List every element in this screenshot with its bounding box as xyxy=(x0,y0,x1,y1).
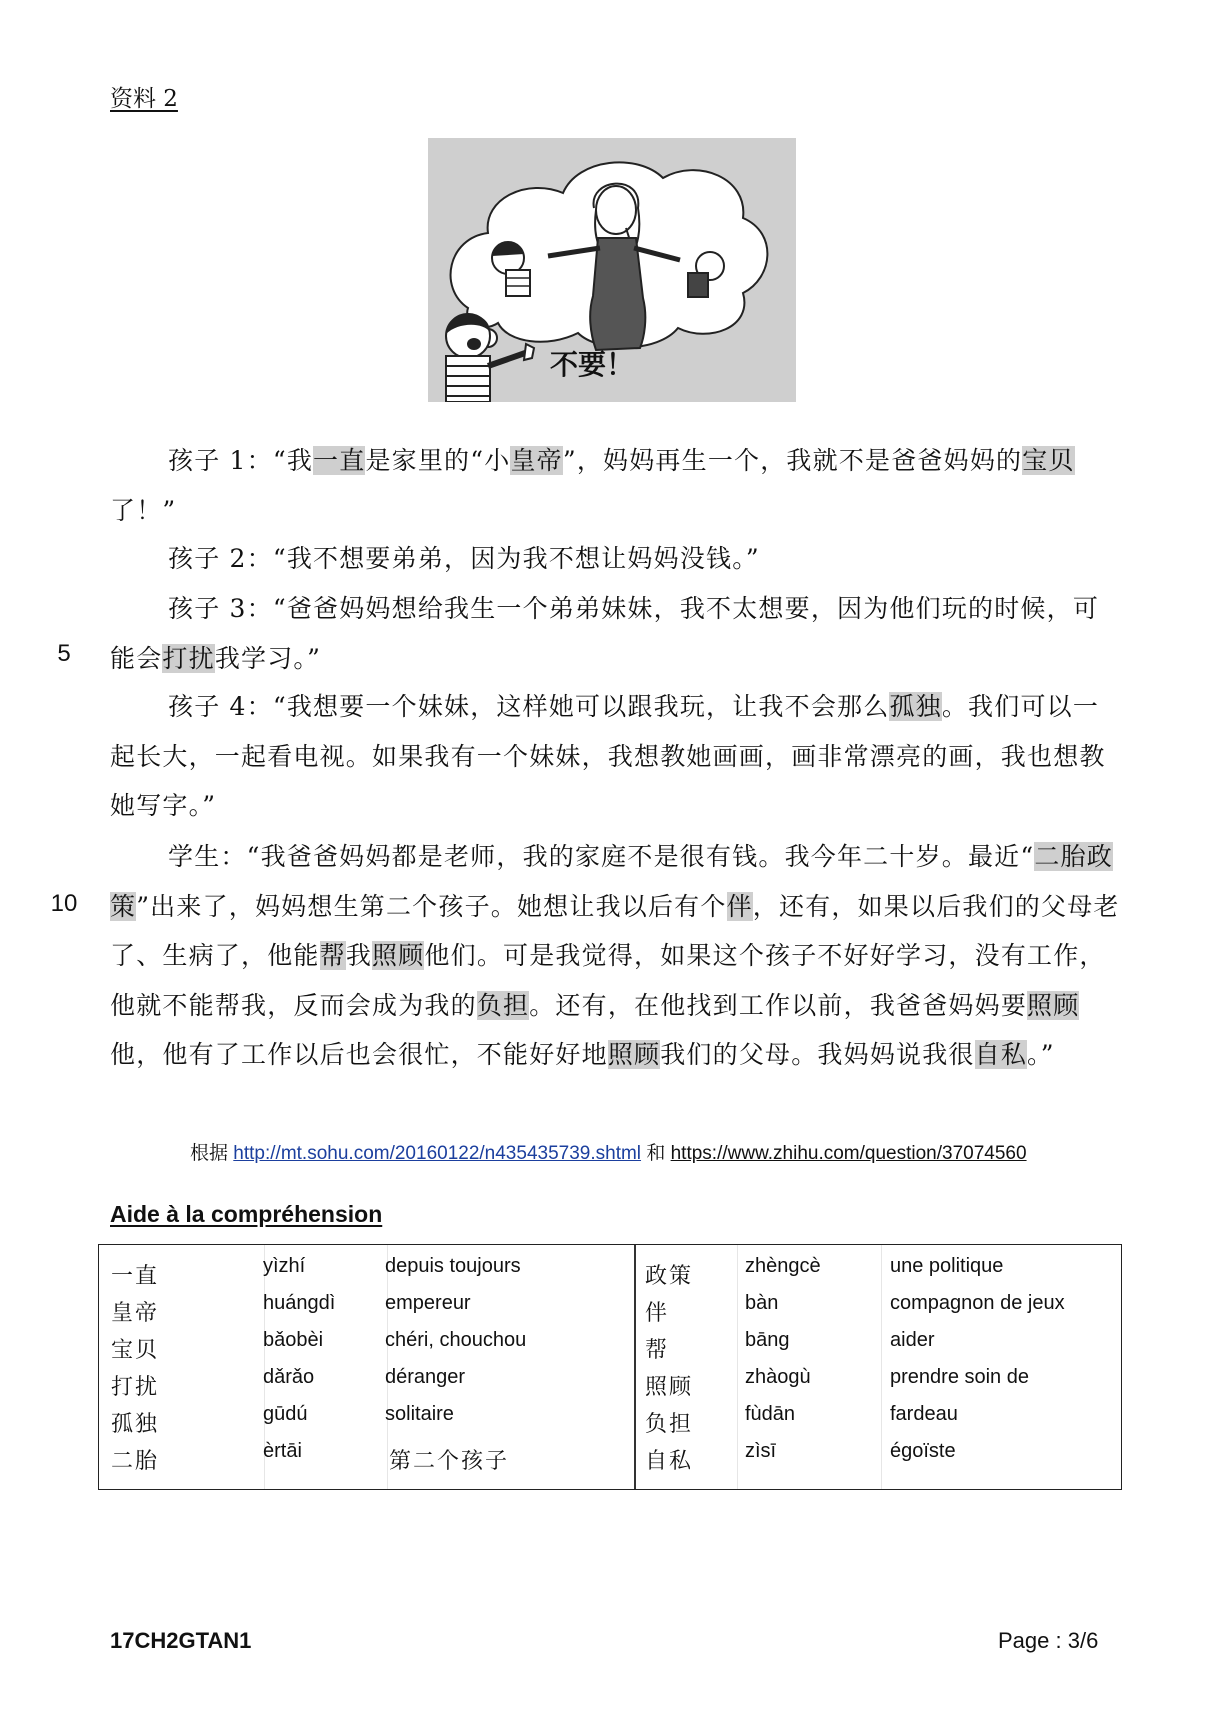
line-number-5: 5 xyxy=(57,640,71,667)
vocab-highlight: 一直 xyxy=(313,446,366,475)
text-segment: 他们。可是我觉得，如果这个孩子不好好学习，没有工作，他就不能帮我，反而会成为我的 xyxy=(110,941,1106,1020)
mother-body xyxy=(590,238,645,350)
text-segment: 我们的父母。我妈妈说我很 xyxy=(660,1040,975,1069)
source-link-zhihu[interactable]: https://www.zhihu.com/question/37074560 xyxy=(670,1143,1027,1164)
vocab-hanzi: 一直 xyxy=(111,1264,160,1289)
vocab-hanzi: 二胎 xyxy=(111,1449,160,1474)
line-number-10: 10 xyxy=(50,890,78,917)
vocab-highlight: 孤独 xyxy=(889,692,942,721)
vocab-translation: 第二个孩子 xyxy=(389,1449,510,1474)
cartoon-drawing xyxy=(428,138,796,402)
vocab-pinyin: huángdì xyxy=(263,1292,336,1314)
vocab-highlight: 自私 xyxy=(974,1040,1028,1069)
vocab-row xyxy=(99,1440,1121,1477)
vocab-hanzi: 皇帝 xyxy=(111,1301,160,1326)
paragraph-child-3 xyxy=(110,584,1120,683)
vocab-row xyxy=(99,1292,1121,1329)
vocab-pinyin: bāng xyxy=(745,1329,790,1351)
vocab-translation: déranger xyxy=(385,1366,466,1388)
vocab-row xyxy=(99,1403,1121,1440)
vocab-translation: aider xyxy=(890,1329,935,1351)
vocab-hanzi: 政策 xyxy=(645,1264,694,1289)
vocab-pinyin: dǎrǎo xyxy=(263,1366,315,1388)
vocab-translation: depuis toujours xyxy=(385,1255,521,1277)
vocab-highlight: 伴 xyxy=(726,891,753,921)
speech-text: 不要！ xyxy=(550,348,635,381)
vocab-pinyin: bǎobèi xyxy=(263,1329,324,1351)
vocab-hanzi: 宝贝 xyxy=(111,1338,160,1363)
vocab-translation: prendre soin de xyxy=(890,1366,1029,1388)
crying-child-hand xyxy=(524,344,534,360)
vocab-hanzi: 孤独 xyxy=(111,1412,160,1437)
vocab-highlight: 负担 xyxy=(476,990,530,1020)
vocabulary-table xyxy=(98,1244,1122,1490)
vocab-translation: égoïste xyxy=(890,1440,956,1462)
vocab-row xyxy=(99,1255,1121,1292)
vocab-translation: fardeau xyxy=(890,1403,958,1425)
vocab-highlight: 帮 xyxy=(319,941,346,970)
text-segment: 孩子 2：“我不想要弟弟，因为我不想让妈妈没钱。” xyxy=(168,544,760,573)
source-line xyxy=(190,1138,1027,1165)
vocab-translation: solitaire xyxy=(385,1403,454,1425)
text-segment: 是家里的“小 xyxy=(365,446,511,475)
vocab-hanzi: 照顾 xyxy=(645,1375,694,1400)
aide-title: Aide à la compréhension xyxy=(110,1201,383,1227)
vocab-hanzi: 负担 xyxy=(645,1412,694,1437)
paragraph-child-1 xyxy=(110,436,1120,535)
source-link-sohu[interactable]: http://mt.sohu.com/20160122/n435435739.shtml xyxy=(233,1143,642,1164)
text-segment: 学生：“我爸爸妈妈都是老师，我的家庭不是很有钱。我今年二十岁。最近“ xyxy=(168,842,1035,871)
vocab-highlight: 照顾 xyxy=(607,1040,661,1069)
vocab-pinyin: bàn xyxy=(745,1292,779,1314)
vocab-row xyxy=(99,1329,1121,1366)
vocab-highlight: 照顾 xyxy=(1027,990,1080,1020)
vocab-highlight: 照顾 xyxy=(372,941,425,970)
crying-child-mouth xyxy=(467,338,481,350)
vocab-pinyin: zìsī xyxy=(745,1440,777,1462)
vocab-pinyin: fùdān xyxy=(745,1403,796,1425)
left-child-body xyxy=(506,270,530,296)
vocab-translation: empereur xyxy=(385,1292,471,1314)
vocab-hanzi: 帮 xyxy=(645,1338,670,1363)
paragraph-child-2 xyxy=(110,534,1120,584)
text-segment: 了！” xyxy=(110,495,177,525)
text-segment: ，还有，如果以后我们的父母老了、生病了，他能 xyxy=(110,891,1120,970)
vocab-translation: chéri, chouchou xyxy=(385,1329,527,1351)
vocab-pinyin: zhèngcè xyxy=(745,1255,821,1277)
vocab-translation: compagnon de jeux xyxy=(890,1292,1065,1314)
vocab-pinyin: yìzhí xyxy=(263,1255,306,1277)
vocab-pinyin: èrtāi xyxy=(263,1440,302,1462)
vocab-highlight: 打扰 xyxy=(162,643,215,673)
crying-child-arm xyxy=(488,352,528,366)
text-segment: 孩子 4：“我想要一个妹妹，这样她可以跟我玩，让我不会那么 xyxy=(168,692,890,721)
text-segment: 我 xyxy=(345,941,373,970)
vocab-highlight: 二胎政策 xyxy=(110,842,1113,921)
text-segment: 孩子 1：“我 xyxy=(168,446,314,475)
text-segment: ”出来了，妈妈想生第二个孩子。她想让我以后有个 xyxy=(136,891,727,921)
mother-head xyxy=(596,186,636,234)
text-segment: 。我们可以一起长大，一起看电视。如果我有一个妹妹，我想教她画画，画非常漂亮的画，我也想教她写字。” xyxy=(110,692,1106,820)
text-segment: 孩子 3：“爸爸妈妈想给我生一个弟弟妹妹，我不太想要，因为他们玩的时候，可能会 xyxy=(110,594,1100,673)
source-conjunction: 和 xyxy=(646,1142,666,1164)
text-segment: ”，妈妈再生一个，我就不是爸爸妈妈的 xyxy=(562,446,1023,475)
vocab-translation: une politique xyxy=(890,1255,1004,1277)
paragraph-student xyxy=(110,832,1120,1080)
section-title: 资料 2 xyxy=(110,86,178,112)
vocab-highlight: 皇帝 xyxy=(510,446,563,475)
vocab-hanzi: 打扰 xyxy=(111,1375,160,1400)
text-segment: 。还有，在他找到工作以前，我爸爸妈妈要 xyxy=(529,990,1028,1020)
vocab-pinyin: gūdú xyxy=(263,1403,308,1425)
vocab-hanzi: 伴 xyxy=(645,1301,670,1326)
right-child-body xyxy=(688,273,708,297)
vocab-row xyxy=(99,1366,1121,1403)
text-segment: 他，他有了工作以后也会很忙，不能好好地 xyxy=(110,1040,608,1069)
cartoon-illustration xyxy=(428,138,796,402)
paragraph-child-4 xyxy=(110,682,1120,831)
page-number: Page : 3/6 xyxy=(998,1628,1099,1653)
text-segment: 我学习。” xyxy=(214,643,322,673)
vocab-highlight: 宝贝 xyxy=(1022,446,1075,475)
exam-code: 17CH2GTAN1 xyxy=(110,1628,252,1653)
source-prefix: 根据 xyxy=(190,1142,229,1164)
vocab-hanzi: 自私 xyxy=(645,1449,694,1474)
vocab-pinyin: zhàogù xyxy=(745,1366,811,1388)
text-segment: 。” xyxy=(1027,1040,1055,1069)
